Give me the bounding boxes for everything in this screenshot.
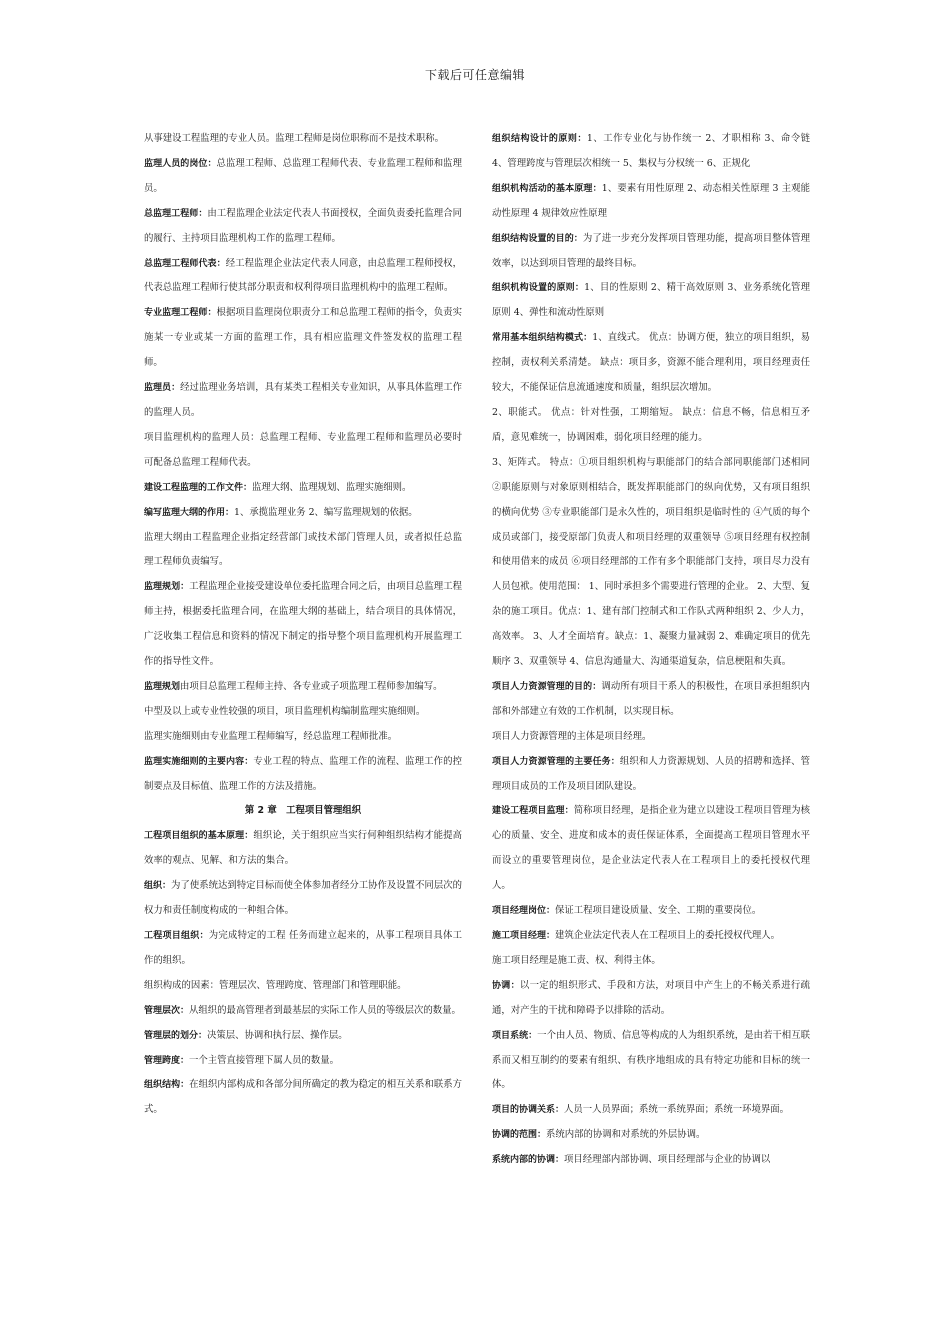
term-label: 监理实施细则的主要内容： (144, 756, 254, 767)
term-label: 监理规划： (144, 582, 190, 593)
paragraph-text: 在组织内部构成和各部分间所确定的教为稳定的相互关系和联系方式。 (144, 1079, 462, 1116)
paragraph-text: 经过监理业务培训，具有某类工程相关专业知识，从事具体监理工作的监理人员。 (144, 382, 462, 418)
paragraph-text: 3、矩阵式。 特点：①项目组织机构与职能部门的结合部同职能部门述相同 ②职能原则与对象原则相结合，既发挥职能部门的纵向优势，又有项目组织的横向优势 ③专业职能部门是永久性的，项目组织是临时性的 ④气质的每个成员或部门，接受原部门负责人和项目经理的双重领导 ⑤项目经理有权控制和使用借来的成员 ⑥项目经理部的工作有多个职能部门支持，项目尽力没有人员包袱。使用范围： 1、同时承担多个需要进行管理的企业。 2、大型、复杂的施工项目。优点：1、建有部门控制式和工作队式两种组织 2、少人力，高效率。 3、人才全面培育。缺点：1、凝聚力量减弱 2、难确定项目的优先顺序 3、双重领导 4、信息沟通量大、沟通渠道复杂，信息梗阻和失真。 (492, 456, 810, 668)
paragraph-text: 总监理工程师、总监理工程师代表、专业监理工程师和监理员。 (144, 157, 462, 194)
paragraph-text: 系统内部的协调和对系统的外层协调。 (546, 1129, 706, 1141)
term-label: 管理层的划分： (144, 1030, 208, 1041)
paragraph (144, 476, 462, 501)
paragraph-text: 从事建设工程监理的专业人员。监理工程师是岗位职称而不是技术职称。 (144, 133, 445, 144)
left-column (144, 127, 462, 1123)
term-label: 组织结构设置的目的： (492, 233, 583, 244)
paragraph-text: 为完成特定的工程 任务而建立起来的，从事工程项目具体工作的组织。 (144, 930, 462, 966)
paragraph-text: 调动所有项目干系人的积极性，在项目承担组织内部和外部建立有效的工作机制，以实现目标。 (492, 680, 810, 717)
paragraph (492, 401, 810, 451)
paragraph-text: 工程监理企业接受建设单位委托监理合同之后，由项目总监理工程师主持，根据委托监理合同，在监理大纲的基础上，结合项目的具体情况，广泛收集工程信息和资料的情况下制定的指导整个项目监理机构开展监理工作的指导性文件。 (144, 581, 462, 668)
paragraph-text: 1、要素有用性原理 2、动态相关性原理 3 主观能动性原理 4 规律效应性原理 (492, 182, 810, 219)
paragraph (492, 326, 810, 401)
chapter-heading: 第 2 章 工程项目管理组织 (244, 805, 362, 817)
paragraph-text: 经工程监理企业法定代表人同意，由总监理工程师授权，代表总监理工程师行使其部分职责和权利得项目监理机构中的监理工程师。 (144, 257, 462, 294)
paragraph-text: 由项目总监理工程师主持、各专业或子项监理工程师参加编写。 (180, 680, 443, 692)
paragraph (144, 301, 462, 376)
paragraph (144, 725, 462, 750)
paragraph (492, 276, 810, 326)
paragraph-text: 根据项目监理岗位职责分工和总监理工程师的指令，负责实施某一专业或某一方面的监理工作，具有相应监理文件签发权的监理工程师。 (144, 307, 462, 369)
paragraph-text: 施工项目经理是施工责、权、利得主体。 (492, 954, 661, 966)
paragraph (144, 999, 462, 1024)
term-label: 总监理工程师： (144, 208, 208, 219)
term-label: 项目人力资源管理的主要任务： (492, 756, 620, 767)
term-label: 组织结构： (144, 1080, 190, 1091)
paragraph (492, 127, 810, 177)
paragraph-text: 监理大纲由工程监理企业指定经营部门或技术部门管理人员，或者拟任总监理工程师负责编写。 (144, 531, 462, 568)
term-label: 项目经理岗位： (492, 906, 556, 917)
paragraph (492, 227, 810, 277)
paragraph (144, 700, 462, 725)
term-label: 建设工程项目监理： (492, 806, 574, 817)
term-label: 专业监理工程师： (144, 308, 217, 319)
paragraph (492, 177, 810, 227)
paragraph (492, 451, 810, 675)
paragraph (144, 127, 462, 152)
paragraph-text: 一个由人员、物质、信息等构成的人为组织系统，是由若干相互联系而又相互制约的要素有组织、有秩序地组成的具有特定功能和目标的统一体。 (492, 1029, 810, 1091)
paragraph-text: 组织论，关于组织应当实行何种组织结构才能提高效率的观点、见解、和方法的集合。 (144, 830, 462, 867)
paragraph-text: 一个主管直接管理下属人员的数量。 (189, 1054, 340, 1066)
paragraph-text: 1、工作专业化与协作统一 2、才职相称 3、命令链 4、管理跨度与管理层次相统一 5、集权与分权统一 6、正规化 (492, 133, 810, 169)
paragraph-text: 监理实施细则由专业监理工程师编写，经总监理工程师批准。 (144, 730, 398, 742)
paragraph (144, 526, 462, 576)
paragraph (144, 575, 462, 675)
paragraph (492, 675, 810, 725)
paragraph-text: 组织和人力资源规划、人员的招聘和选择、管理项目成员的工作及项目团队建设。 (492, 755, 810, 792)
paragraph-text: 项目人力资源管理的主体是项目经理。 (492, 730, 652, 742)
paragraph (144, 1049, 462, 1074)
term-label: 总监理工程师代表： (144, 258, 226, 269)
term-label: 管理层次： (144, 1005, 190, 1016)
paragraph (492, 1123, 810, 1148)
paragraph-text: 为了进一步充分发挥项目管理功能，提高项目整体管理效率，以达到项目管理的最终目标。 (492, 232, 810, 269)
term-label: 组织机构设置的原则： (492, 283, 585, 294)
paragraph (144, 1073, 462, 1123)
paragraph-text: 项目经理部内部协调、项目经理部与企业的协调以 (564, 1154, 771, 1166)
paragraph (144, 874, 462, 924)
paragraph-text: 建筑企业法定代表人在工程项目上的委托授权代理人。 (555, 930, 781, 941)
term-label: 工程项目组织： (144, 931, 209, 941)
paragraph-text: 人员一人员界面；系统一系统界面；系统一环境界面。 (564, 1104, 790, 1116)
paragraph (144, 1024, 462, 1049)
term-label: 组织： (144, 881, 172, 892)
paragraph-text: 简称项目经理，是指企业为建立以建设工程项目管理为核心的质量、安全、进度和成本的责任保证体系，全面提高工程项目管理水平而设立的重要管理岗位，是企业法定代表人在工程项目上的委托授权代理人。 (492, 805, 810, 892)
right-column (492, 127, 810, 1173)
paragraph-text: 保证工程项目建设质量、安全、工期的重要岗位。 (555, 905, 762, 917)
term-label: 监理规划 (144, 681, 181, 692)
paragraph-text: 1、直线式。 优点：协调方便，独立的项目组织，易控制，责权利关系清楚。 缺点：项目多，资源不能合理利用，项目经理责任较大，不能保证信息流通速度和质量，组织层次增加。 (492, 332, 810, 394)
paragraph (144, 924, 462, 974)
term-label: 项目的协调关系： (492, 1105, 565, 1116)
paragraph-text: 1、承揽监理业务 2、编写监理规划的依据。 (234, 506, 418, 518)
term-label: 监理人员的岗位： (144, 158, 217, 169)
paragraph (492, 899, 810, 924)
paragraph-text: 由工程监理企业法定代表人书面授权，全面负责委托监理合同的履行、主持项目监理机构工作的监理工程师。 (144, 207, 462, 244)
paragraph (144, 252, 462, 302)
paragraph (144, 376, 462, 426)
paragraph-text: 为了使系统达到特定目标而使全体参加者经分工协作及设置不同层次的权力和责任制度构成的一种组合体。 (144, 880, 462, 917)
paragraph (144, 824, 462, 874)
paragraph (144, 152, 462, 202)
paragraph (144, 426, 462, 476)
paragraph-text: 从组织的最高管理者到最基层的实际工作人员的等级层次的数量。 (189, 1004, 461, 1016)
paragraph-text: 监理大纲、监理规划、监理实施细则。 (252, 481, 412, 493)
term-label: 协调： (492, 980, 520, 991)
term-label: 协调的范围： (492, 1130, 547, 1141)
paragraph (144, 675, 462, 700)
term-label: 工程项目组织的基本原理： (144, 831, 254, 842)
term-label: 项目人力资源管理的目的： (492, 681, 602, 692)
term-label: 施工项目经理： (492, 931, 556, 941)
paragraph (492, 725, 810, 750)
page-header: 下载后可任意编辑 (424, 68, 525, 82)
paragraph (492, 1024, 810, 1099)
paragraph (492, 799, 810, 899)
paragraph (492, 949, 810, 974)
paragraph (492, 924, 810, 949)
paragraph-text: 2、职能式。 优点：针对性强，工期缩短。 缺点：信息不畅，信息相互矛盾，意见难统一，协调困难，弱化项目经理的能力。 (492, 406, 810, 443)
paragraph (144, 750, 462, 800)
paragraph-text: 项目监理机构的监理人员：总监理工程师、专业监理工程师和监理员必要时可配备总监理工程师代表。 (144, 431, 462, 468)
paragraph-text: 决策层、协调和执行层、操作层。 (207, 1029, 348, 1041)
term-label: 编写监理大纲的作用： (144, 507, 235, 518)
term-label: 建设工程监理的工作文件： (144, 482, 253, 493)
paragraph (492, 1098, 810, 1123)
paragraph-text: 专业工程的特点、监理工作的流程、监理工作的控制要点及目标值、监理工作的方法及措施。 (144, 755, 462, 792)
paragraph (492, 750, 810, 800)
paragraph (492, 1148, 810, 1173)
term-label: 系统内部的协调： (492, 1155, 565, 1166)
term-label: 组织机构活动的基本原理： (492, 183, 602, 194)
paragraph (144, 501, 462, 526)
term-label: 常用基本组织结构模式： (492, 333, 593, 344)
paragraph (492, 974, 810, 1024)
paragraph (144, 202, 462, 252)
term-label: 管理跨度： (144, 1055, 190, 1066)
term-label: 项目系统： (492, 1030, 538, 1041)
term-label: 监理员： (144, 383, 181, 394)
paragraph-text: 组织构成的因素：管理层次、管理跨度、管理部门和管理职能。 (144, 979, 407, 991)
paragraph-text: 中型及以上或专业性较强的项目，项目监理机构编制监理实施细则。 (144, 705, 426, 717)
paragraph-text: 1、目的性原则 2、精干高效原则 3、业务系统化管理原则 4、弹性和流动性原则 (492, 282, 810, 319)
term-label: 组织结构设计的原则： (492, 134, 587, 144)
paragraph-text: 以一定的组织形式、手段和方法，对项目中产生上的不畅关系进行疏通，对产生的干扰和障碍予以排除的活动。 (492, 979, 810, 1016)
paragraph (144, 974, 462, 999)
